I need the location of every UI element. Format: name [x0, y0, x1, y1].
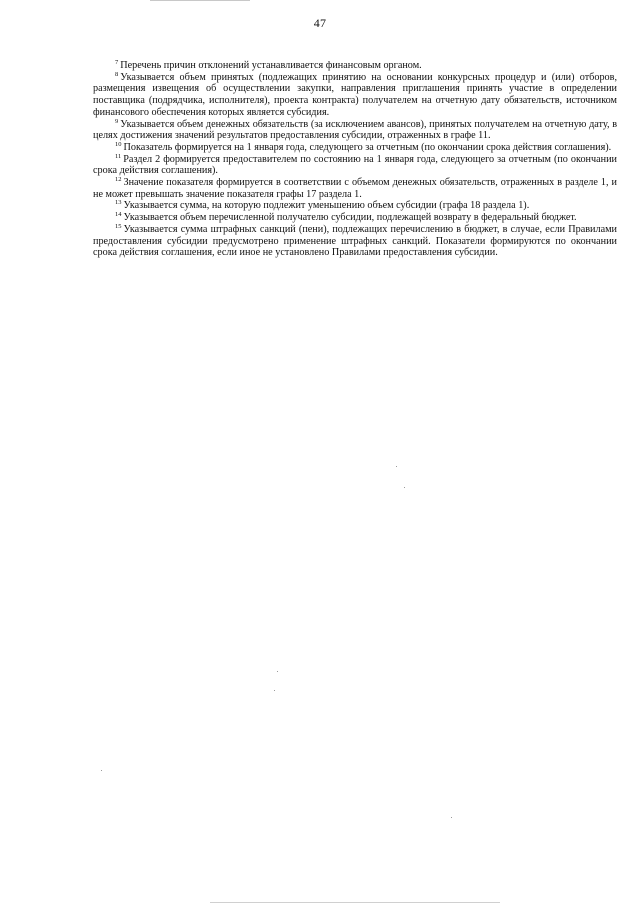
scan-speck	[277, 671, 278, 672]
footnote-marker: 7	[115, 59, 119, 66]
footnote-marker: 15	[115, 222, 122, 230]
footnote-text: Указывается сумма штрафных санкций (пени), подлежащих перечислению в бюджет, в случае, если Правилами предоставления субсидии предусмотрено применение штрафных санкций. Показатели формируются по окончании срока действия соглашения, если иное не установлено Правилами предоставления субсидии.	[93, 223, 617, 259]
footnote-text: Указывается объем перечисленной получателю субсидии, подлежащей возврату в федеральный бюджет.	[123, 212, 577, 224]
footnote-marker: 11	[115, 152, 122, 160]
footnote-7	[93, 60, 617, 72]
footnote-13	[93, 200, 617, 212]
footnote-text: Раздел 2 формируется предоставителем по состоянию на 1 января года, следующего за отчетным (по окончании срока действия соглашения).	[93, 153, 617, 177]
footnote-text: Указывается объем денежных обязательств (за исключением авансов), принятых получателем на отчетную дату, в целях достижения значений результатов предоставления субсидии, отраженных в графе 11.	[93, 118, 617, 142]
footnote-text: Указывается объем принятых (подлежащих принятию на основании конкурсных процедур и (или) отборов, размещения извещения об осуществлении закупки, направления приглашения принять участие в определении поставщика (подрядчика, исполнителя), проекта контракта) получателем на отчетную дату обязательств, источником финансового обеспечения которых является субсидия.	[93, 71, 617, 118]
footnote-text: Показатель формируется на 1 января года, следующего за отчетным (по окончании срока действия соглашения).	[123, 141, 612, 153]
footnote-text: Указывается сумма, на которую подлежит уменьшению объем субсидии (графа 18 раздела 1).	[123, 200, 530, 212]
scan-edge-bottom	[210, 902, 500, 903]
footnote-text: Перечень причин отклонений устанавливается финансовым органом.	[120, 60, 422, 71]
footnote-marker: 10	[115, 140, 122, 148]
scan-speck	[396, 466, 397, 467]
footnote-marker: 12	[115, 176, 122, 184]
scan-speck	[101, 770, 102, 771]
scan-speck	[404, 487, 405, 488]
page-number: 47	[313, 16, 327, 30]
footnote-marker: 14	[115, 211, 122, 219]
scan-edge-top	[150, 0, 250, 1]
footnote-15	[93, 224, 617, 259]
footnote-12	[93, 177, 617, 200]
footnotes-block	[93, 60, 617, 259]
footnote-marker: 13	[115, 199, 122, 207]
footnote-11	[93, 154, 617, 177]
footnote-text: Значение показателя формируется в соответствии с объемом денежных обязательств, отраженных в разделе 1, и не может превышать значение показателя графы 17 раздела 1.	[93, 177, 617, 200]
footnote-10	[93, 142, 617, 154]
footnote-14	[93, 212, 617, 224]
footnote-9	[93, 119, 617, 142]
scan-speck	[274, 690, 275, 691]
footnote-marker: 8	[115, 70, 119, 78]
footnote-8	[93, 72, 617, 119]
scan-speck	[451, 817, 452, 818]
footnote-marker: 9	[115, 117, 119, 125]
